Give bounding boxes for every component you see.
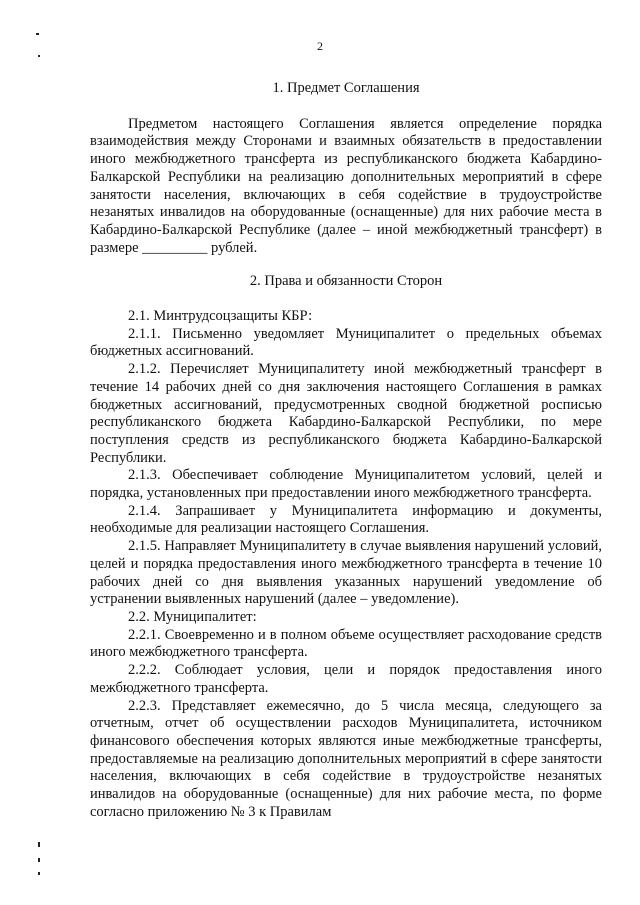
- paragraph: 2.1.5. Направляет Муниципалитету в случае выявления нарушений условий, целей и порядка предоставления иного межбюджетного трансферта в течение 10 рабочих дней со дня выявления указанных нарушений уведомление об устранении выявленных нарушений (далее – уведомление).: [90, 538, 602, 608]
- paragraph: 2.2.2. Соблюдает условия, цели и порядок предоставления иного межбюджетного трансферта.: [90, 662, 602, 696]
- paragraph: 2.1.3. Обеспечивает соблюдение Муниципалитетом условий, целей и порядка, установленных при предоставлении иного межбюджетного трансферта.: [90, 467, 602, 502]
- paragraph: 2.2.3. Представляет ежемесячно, до 5 числа месяца, следующего за отчетным, отчет об осуществлении расходов Муниципалитета, источником финансового обеспечения которых являются иные межбюджетные трансферты, предоставляемые на реализацию дополнительных мероприятий в сфере занятости населения, включающих в себя содействие в трудоустройстве незанятых инвалидов на оборудованные (оснащенные) для них рабочие места, по форме согласно приложению № 3 к Правилам: [90, 697, 602, 820]
- page-number: 2: [317, 39, 323, 53]
- section-heading: 2. Права и обязанности Сторон: [249, 273, 443, 290]
- paragraph: 2.2.1. Своевременно и в полном объеме осуществляет расходование средств иного межбюджетного трансферта.: [90, 626, 602, 661]
- document-body: [90, 80, 602, 821]
- paragraph: 2.1.2. Перечисляет Муниципалитету иной межбюджетный трансферт в течение 14 рабочих дней со дня заключения настоящего Соглашения в рамках бюджетных ассигнований, предусмотренных сводной бюджетной росписью республиканского бюджета Кабардино-Балкарской Республики, по мере поступления средств из республиканского бюджета Кабардино-Балкарской Республики.: [90, 361, 602, 466]
- scan-speck: [38, 872, 40, 875]
- scan-speck: [38, 842, 40, 847]
- scan-speck: [38, 858, 40, 862]
- paragraph: 2.1. Минтрудсоцзащиты КБР:: [128, 308, 313, 325]
- scan-speck: [38, 55, 40, 57]
- paragraph: 2.1.1. Письменно уведомляет Муниципалитет о предельных объемах бюджетных ассигнований.: [90, 325, 602, 360]
- section-heading: 1. Предмет Соглашения: [272, 80, 420, 96]
- paragraph: 2.1.4. Запрашивает у Муниципалитета информацию и документы, необходимые для реализации настоящего Соглашения.: [90, 502, 602, 537]
- paragraph: 2.2. Муниципалитет:: [128, 608, 257, 625]
- scan-speck: [36, 33, 39, 35]
- paragraph: Предметом настоящего Соглашения является определение порядка взаимодействия между Сторонами и взаимных обязательств в предоставлении иного межбюджетного трансферта из республиканского бюджета Кабардино-Балкарской Республики на реализацию дополнительных мероприятий в сфере занятости населения, включающих в себя содействие в трудоустройстве незанятых инвалидов на оборудованные (оснащенные) для них рабочие места в Кабардино-Балкарской Республике (далее – иной межбюджетный трансферт) в размере _________ рублей.: [90, 115, 602, 256]
